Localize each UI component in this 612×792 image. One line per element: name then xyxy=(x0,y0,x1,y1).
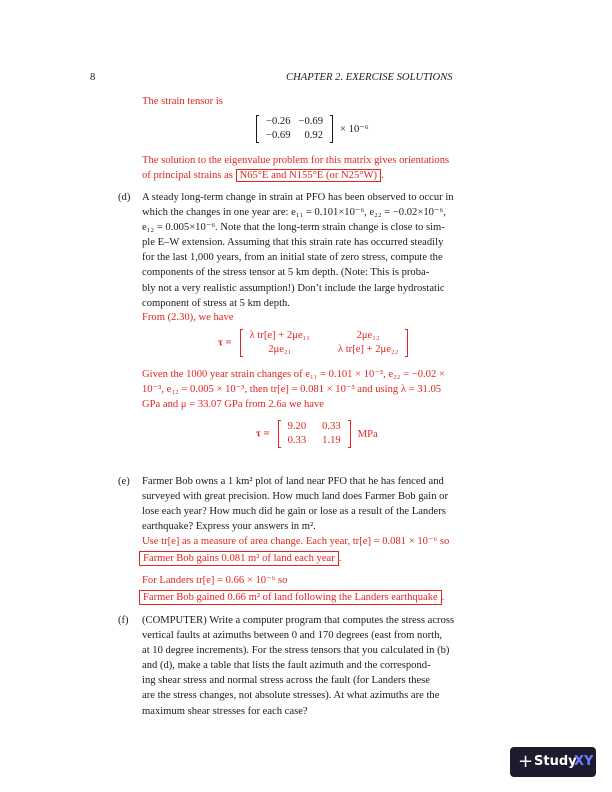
studyxy-logo xyxy=(510,747,596,777)
farmer-bob-yearly-box: Farmer Bob gains 0.081 m² of land each year xyxy=(139,551,339,566)
part-d-label: (d) xyxy=(118,192,131,203)
chapter-title: CHAPTER 2. EXERCISE SOLUTIONS xyxy=(286,72,453,83)
text-line: maximum shear stresses for each case? xyxy=(142,705,308,717)
result-cell: 9.20 xyxy=(287,421,307,432)
answer-box-1: Farmer Bob gains 0.081 m² of land each year . xyxy=(139,551,341,566)
text-line: A steady long-term change in strain at PFO has been observed to occur in xyxy=(142,192,454,203)
result-cell: 1.19 xyxy=(322,435,341,446)
text-line: Given the 1000 year strain changes of e₁₁ = 0.101 × 10⁻³, e₂₂ = −0.02 × xyxy=(142,369,445,380)
solution-boxed: N65°E and N155°E (or N25°W) xyxy=(236,169,381,182)
farmer-bob-landers-box: Farmer Bob gained 0.66 m² of land following the Landers earthquake xyxy=(139,590,442,605)
text-line: 10⁻³, e₁₂ = 0.005 × 10⁻³, then tr[e] = 0.081 × 10⁻³ and using λ = 31.05 xyxy=(142,384,442,396)
logo-text-study: Study xyxy=(534,754,577,769)
part-e-label: (e) xyxy=(118,476,130,487)
text-line: for the last 1,000 years, from an initial state of zero stress, compute the xyxy=(142,252,443,264)
strain-cell: −0.69 xyxy=(266,130,291,141)
text-line: at 10 degree increments). For the stress tensors that you calculated in (b) xyxy=(142,645,450,657)
result-label: τ = xyxy=(256,428,270,440)
text-line: and (d), make a table that lists the fault azimuth and the correspond- xyxy=(142,660,431,672)
from-text: From (2.30), we have xyxy=(142,312,234,323)
text-line: components of the stress tensor at 5 km depth. (Note: This is proba- xyxy=(142,267,430,279)
part-e-text xyxy=(142,474,448,534)
given-text xyxy=(142,367,445,412)
part-f-label: (f) xyxy=(118,615,129,626)
strain-intro: The strain tensor is xyxy=(142,96,223,107)
answer-box-2: Farmer Bob gained 0.66 m² of land following the Landers earthquake . xyxy=(139,590,444,605)
text-line: vertical faults at azimuths between 0 and 170 degrees (east from north, xyxy=(142,630,443,642)
tau-cell: λ tr[e] + 2μe₁₁ xyxy=(249,330,310,341)
text-line: (COMPUTER) Write a computer program that computes the stress across xyxy=(142,615,455,626)
result-equation xyxy=(256,420,378,448)
tau-cell: 2μe₁₂ xyxy=(356,330,380,341)
logo-text-xy: XY xyxy=(574,754,594,769)
strain-cell: −0.69 xyxy=(298,116,324,127)
text-line: Farmer Bob owns a 1 km² plot of land near PFO that he has fenced and xyxy=(142,476,444,487)
text-line: earthquake? Express your answers in m². xyxy=(142,521,316,533)
text-line: lose each year? How much did he gain or lose as a result of the Landers xyxy=(142,506,446,518)
text-line: are the stress changes, not absolute stresses). At what azimuths are the xyxy=(142,690,440,702)
strain-scale: × 10⁻⁶ xyxy=(340,123,369,135)
tau-cell: 2μe₂₁ xyxy=(268,344,292,355)
answer-line-1: Use tr[e] as a measure of area change. Each year, tr[e] = 0.081 × 10⁻⁶ so xyxy=(142,536,450,547)
text-line: ing shear stress and normal stress across the fault (for Landers these xyxy=(142,675,431,687)
landers-line: For Landers tr[e] = 0.66 × 10⁻⁶ so xyxy=(142,575,288,586)
part-f-text xyxy=(142,613,454,719)
solution-line-1: The solution to the eigenvalue problem for this matrix gives orientations xyxy=(142,155,450,166)
result-cell: 0.33 xyxy=(287,435,307,446)
text-line: GPa and μ = 33.07 GPa from 2.6a we have xyxy=(142,399,324,411)
strain-cell: 0.92 xyxy=(304,130,324,141)
result-cell: 0.33 xyxy=(322,421,341,432)
part-d-text xyxy=(142,190,454,311)
text-line: e₁₂ = 0.005×10⁻⁶. Note that the long-term strain change is close to sim- xyxy=(142,222,445,234)
tau-label: τ = xyxy=(218,337,232,349)
strain-matrix xyxy=(256,115,369,143)
text-line: component of stress at 5 km depth. xyxy=(142,297,290,309)
result-unit: MPa xyxy=(357,428,378,440)
page-number: 8 xyxy=(90,72,96,83)
text-line: surveyed with great precision. How much land does Farmer Bob gain or xyxy=(142,491,448,503)
plus-icon: + xyxy=(518,751,534,772)
strain-solution xyxy=(142,153,449,183)
text-line: bly not a very realistic assumption!) Don’t include the large hydrostatic xyxy=(142,282,445,294)
text-line: which the changes in one year are: e₁₁ = 0.101×10⁻⁶, e₂₂ = −0.02×10⁻⁶, xyxy=(142,207,446,219)
strain-cell: −0.26 xyxy=(266,116,291,127)
tau-cell: λ tr[e] + 2μe₂₂ xyxy=(337,344,399,355)
text-line: ple E–W extension. Assuming that this strain rate has occurred steadily xyxy=(142,237,444,249)
tau-equation xyxy=(218,329,408,357)
solution-line-2: of principal strains as N65°E and N155°E (or N25°W) . xyxy=(142,170,384,182)
